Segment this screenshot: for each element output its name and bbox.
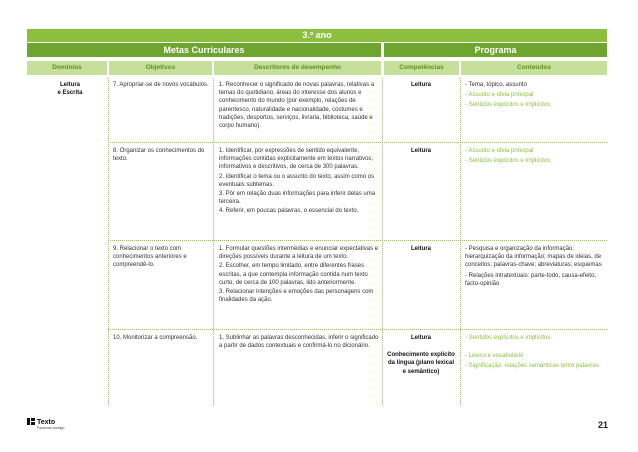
- conteudo-item: - Assunto e ideia principal: [465, 148, 534, 154]
- col-header-descritores: Descritores de desempenho: [214, 61, 381, 75]
- programa-header: Programa: [384, 43, 607, 57]
- competencia-cell: [386, 334, 456, 376]
- conteudo-item: - Sentidos explícitos e implícitos: [465, 102, 551, 109]
- grid-line: [382, 78, 383, 405]
- col-header-conteudos: Conteúdos: [461, 61, 607, 75]
- objetivo-cell: 9. Relacionar o texto com conhecimentos anteriores e compreendê-lo.: [113, 246, 187, 269]
- domain-line: e Escrita: [57, 90, 83, 97]
- row-divider: [108, 240, 607, 241]
- competencia-cell: Leitura: [410, 246, 431, 252]
- conteudo-item: - Léxico e vocabulário: [465, 353, 524, 360]
- col-header-dominios: Domínios: [27, 61, 107, 75]
- competencia-cell: Leitura: [410, 148, 431, 154]
- col-header-objetivos: Objetivos: [109, 61, 212, 75]
- objetivo-cell: 8. Organizar os conhecimentos do texto.: [113, 148, 205, 163]
- grid-line: [108, 78, 109, 405]
- metas-header: Metas Curriculares: [27, 43, 381, 57]
- row-divider: [108, 329, 607, 330]
- conteudo-item: - Pesquisa e organização da informação: hierarquização da informação; mapas de ideias, de conceitos; palavras-chave; abreviaturas; esquemas: [465, 246, 602, 269]
- page-number: 21: [597, 420, 608, 430]
- conteudos-cell: [465, 147, 605, 167]
- logo-text: Texto: [37, 419, 56, 426]
- descritor: 1. Reconhecer o significado de novas palavras, relativas a temas do quotidiano, áreas do interesse dos alunos e conhecimento do mundo (por exemplo, relações de parentesco, naturalidade e nacionalidade, costumes e tradições, desportos, serviços, livraria, biblioteca, saúde e corpo humano).: [219, 82, 375, 130]
- objetivo-cell: 7. Apropriar-se de novos vocábulos.: [113, 82, 209, 88]
- descritores-cell: [219, 147, 379, 217]
- descritores-cell: [219, 81, 379, 131]
- conteudos-cell: [465, 81, 605, 112]
- descritor: 3. Relacionar intenções e emoções das personagens com finalidades da ação.: [219, 289, 374, 304]
- descritor: 1. Formular questões intermédias e enunciar expectativas e direções possíveis durante a leitura de um texto.: [219, 246, 379, 261]
- descritor: 2. Escolher, em tempo limitado, entre diferentes frases escritas, a que contempla informação contida num texto curto, de cerca de 100 palavras, lido anteriormente.: [219, 263, 368, 286]
- logo-tagline: Fazemos consigo: [37, 426, 65, 430]
- conteudo-item: - Significação; relações semânticas entre palavras: [465, 363, 599, 370]
- domain-cell: [40, 81, 100, 97]
- objetivo-cell: 10. Monitorizar a compreensão.: [113, 335, 198, 341]
- year-banner: 3.º ano: [27, 29, 607, 42]
- grid-line: [460, 78, 461, 405]
- descritor: 3. Pôr em relação duas informações para inferir delas uma terceira.: [219, 191, 376, 206]
- competencia-cell: Leitura: [410, 82, 431, 88]
- conteudos-cell: [465, 245, 603, 290]
- publisher-logo: [27, 418, 64, 430]
- row-divider: [108, 142, 607, 143]
- descritor: 4. Referir, em poucas palavras, o essencial do texto.: [219, 208, 359, 215]
- competencia-leitura: Leitura: [410, 335, 431, 341]
- conteudo-item: - Relações intratextuais: parte-todo, causa-efeito, facto-opinião: [465, 272, 597, 287]
- conteudo-item: - Sentidos explícitos e implícitos: [465, 335, 551, 341]
- descritor: 1. Identificar, por expressões de sentido equivalente, informações contidas explicitamente em textos narrativos, informativos e descritivos, de cerca de 300 palavras.: [219, 148, 374, 171]
- logo-mark-icon: [27, 418, 35, 425]
- descritor: 1. Sublinhar as palavras desconhecidas, inferir o significado a partir de dados contextuais e confirmá-lo no dicionário.: [219, 335, 379, 350]
- grid-line: [213, 78, 214, 405]
- conteudos-cell: [465, 334, 605, 373]
- descritor: 2. Identificar o tema ou o assunto do texto, assim como os eventuais subtemas.: [219, 173, 375, 188]
- conteudo-item: - Tema, tópico, assunto: [465, 82, 527, 88]
- conteudo-item: - Sentidos explícitos e implícitos: [465, 158, 551, 165]
- conteudo-item: - Assunto e ideia principal: [465, 92, 534, 99]
- descritores-cell: [219, 245, 379, 305]
- domain-line: Leitura: [59, 82, 80, 88]
- competencia-cel: Conhecimento explícito da língua (plano lexical e semântico): [387, 352, 455, 375]
- col-header-competencias: Competências: [384, 61, 459, 75]
- descritores-cell: [219, 334, 379, 351]
